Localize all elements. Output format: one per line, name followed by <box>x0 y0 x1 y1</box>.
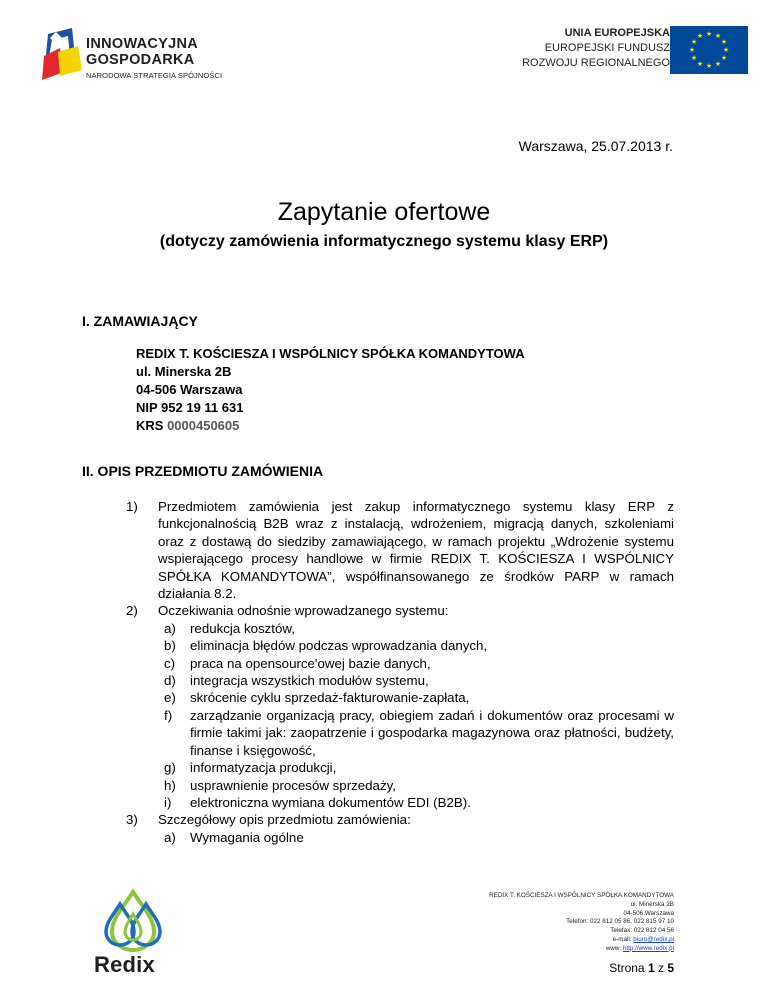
sub-letter: i) <box>164 794 172 810</box>
svg-text:★: ★ <box>720 54 728 62</box>
sub-text: zarządzanie organizacją pracy, obiegiem zadań i dokumentów oraz procesami w firmie takimi jak: zaopatrzenie i gospodarka magazynowa oraz płatności, budżety, finanse i księgowość, <box>190 707 674 758</box>
svg-text:★: ★ <box>690 54 698 62</box>
sub-text: eliminacja błędów podczas wprowadzania danych, <box>190 638 488 654</box>
sub-text: integracja wszystkich modułów systemu, <box>190 673 429 689</box>
address-street: ul. Minerska 2B <box>136 364 232 379</box>
eu-logo <box>510 26 750 78</box>
sub-list-item <box>164 777 674 794</box>
page-label: Strona <box>609 961 648 975</box>
sub-letter: b) <box>164 638 176 654</box>
svg-text:★: ★ <box>696 60 704 68</box>
document-subtitle: (dotyczy zamówienia informatycznego systemu klasy ERP) <box>159 233 609 250</box>
footer-city: 04-506 Warszawa <box>623 909 674 917</box>
sub-letter: g) <box>164 760 176 776</box>
item-number: 2) <box>126 603 138 619</box>
sub-list-item <box>164 672 674 689</box>
footer-street: ul. Minerska 2B <box>630 900 674 908</box>
sub-text: redukcja kosztów, <box>190 620 295 636</box>
footer-email <box>489 936 674 945</box>
footer-contact <box>489 892 674 954</box>
svg-text:★: ★ <box>690 38 698 46</box>
ig-logo-line2: GOSPODARKA <box>86 52 195 68</box>
www-link[interactable]: http://www.redix.pl <box>622 944 674 952</box>
item-text: Przedmiotem zamówienia jest zakup informatycznego systemu klasy ERP z funkcjonalnością B2B wraz z instalacją, wdrożeniem, migracją danych, szkoleniami oraz z dostawą do siedziby zamawiającego, w ramach projektu „Wdrożenie systemu wspierającego procesy handlowe w firmie REDIX T. KOŚCIESZA I WSPÓLNICY SPÓŁKA KOMANDYTOWA”, współfinansowanego ze środków PARP w ramach działania 8.2. <box>158 499 674 602</box>
svg-text:★: ★ <box>720 38 728 46</box>
sub-text: skrócenie cyklu sprzedaż-fakturowanie-zapłata, <box>190 690 470 706</box>
sub-list-item <box>164 620 674 637</box>
eu-flag-icon <box>670 26 748 74</box>
svg-text:★: ★ <box>714 32 722 40</box>
eu-logo-line2: EUROPEJSKI FUNDUSZ <box>544 42 670 54</box>
svg-text:★: ★ <box>714 60 722 68</box>
sub-list-item <box>164 655 674 672</box>
document-date: Warszawa, 25.07.2013 r. <box>518 138 673 154</box>
redix-drops-icon <box>98 888 168 952</box>
list-item <box>126 811 674 846</box>
sub-text: informatyzacja produkcji, <box>190 760 337 776</box>
sub-letter: d) <box>164 673 176 689</box>
redix-logo-word: Redix <box>94 952 155 977</box>
sub-list-item <box>164 707 674 759</box>
item-number: 3) <box>126 812 138 828</box>
svg-text:★: ★ <box>696 32 704 40</box>
section-heading-zamawiajacy: I. ZAMAWIAJĄCY <box>82 313 198 329</box>
ig-logo-line1: INNOWACYJNA <box>86 36 199 52</box>
section-heading-opis: II. OPIS PRZEDMIOTU ZAMÓWIENIA <box>82 463 324 479</box>
email-link[interactable]: biuro@redix.pl <box>633 935 674 943</box>
sub-text: elektroniczna wymiana dokumentów EDI (B2B). <box>190 794 471 810</box>
svg-text:★: ★ <box>705 62 713 70</box>
sub-letter: a) <box>164 829 176 845</box>
email-label: e-mail: <box>612 935 634 943</box>
www-label: www: <box>605 944 623 952</box>
item-text: Szczegółowy opis przedmiotu zamówienia: <box>158 812 411 828</box>
sub-letter: a) <box>164 620 176 636</box>
svg-text:★: ★ <box>688 46 696 54</box>
sub-letter: e) <box>164 690 176 706</box>
sub-letter: f) <box>164 707 173 723</box>
sub-text: Wymagania ogólne <box>190 829 304 845</box>
svg-text:★: ★ <box>722 46 730 54</box>
list-item <box>126 498 674 602</box>
footer-phone: Telefon: 022 812 05 86, 022 815 97 10 <box>566 918 674 926</box>
contractor-address <box>136 345 525 435</box>
footer-fax: Telefax: 022 812 04 56 <box>610 927 674 935</box>
krs-label: KRS <box>136 418 168 433</box>
sub-text: usprawnienie procesów sprzedaży, <box>190 777 396 793</box>
page-total: 5 <box>667 961 674 975</box>
page-current: 1 <box>647 961 655 975</box>
eu-logo-line3: ROZWOJU REGIONALNEGO <box>522 57 670 69</box>
page-sep: z <box>654 961 668 975</box>
sub-letter: c) <box>164 655 176 671</box>
sub-text: praca na opensource'owej bazie danych, <box>190 655 431 671</box>
sub-letter: h) <box>164 777 176 793</box>
item-number: 1) <box>126 499 138 514</box>
krs-number: 0000450605 <box>167 418 240 433</box>
footer-www <box>489 945 674 954</box>
svg-text:★: ★ <box>705 30 713 38</box>
address-nip: NIP 952 19 11 631 <box>136 400 244 415</box>
item-text: Oczekiwania odnośnie wprowadzanego systemu: <box>158 603 449 619</box>
ig-logo-line3: NARODOWA STRATEGIA SPÓJNOŚCI <box>86 71 223 80</box>
address-city: 04-506 Warszawa <box>136 382 243 397</box>
address-company: REDIX T. KOŚCIESZA I WSPÓLNICY SPÓŁKA KOMANDYTOWA <box>136 346 525 361</box>
innowacyjna-gospodarka-logo <box>38 26 238 86</box>
eu-logo-line1: UNIA EUROPEJSKA <box>564 27 670 39</box>
sub-list-item <box>164 689 674 706</box>
ig-emblem-icon <box>38 26 84 84</box>
sub-list-item <box>164 637 674 654</box>
order-description-list <box>126 498 674 846</box>
sub-list-item <box>164 829 674 846</box>
address-krs <box>136 417 525 435</box>
list-item <box>126 602 674 811</box>
redix-logo <box>88 888 178 978</box>
sub-list-item <box>164 794 674 811</box>
page-number <box>609 961 674 975</box>
footer-company: REDIX T. KOŚCIESZA I WSPÓLNICY SPÓŁKA KOMANDYTOWA <box>489 892 674 899</box>
sub-list-item <box>164 759 674 776</box>
document-title: Zapytanie ofertowe <box>277 198 491 226</box>
